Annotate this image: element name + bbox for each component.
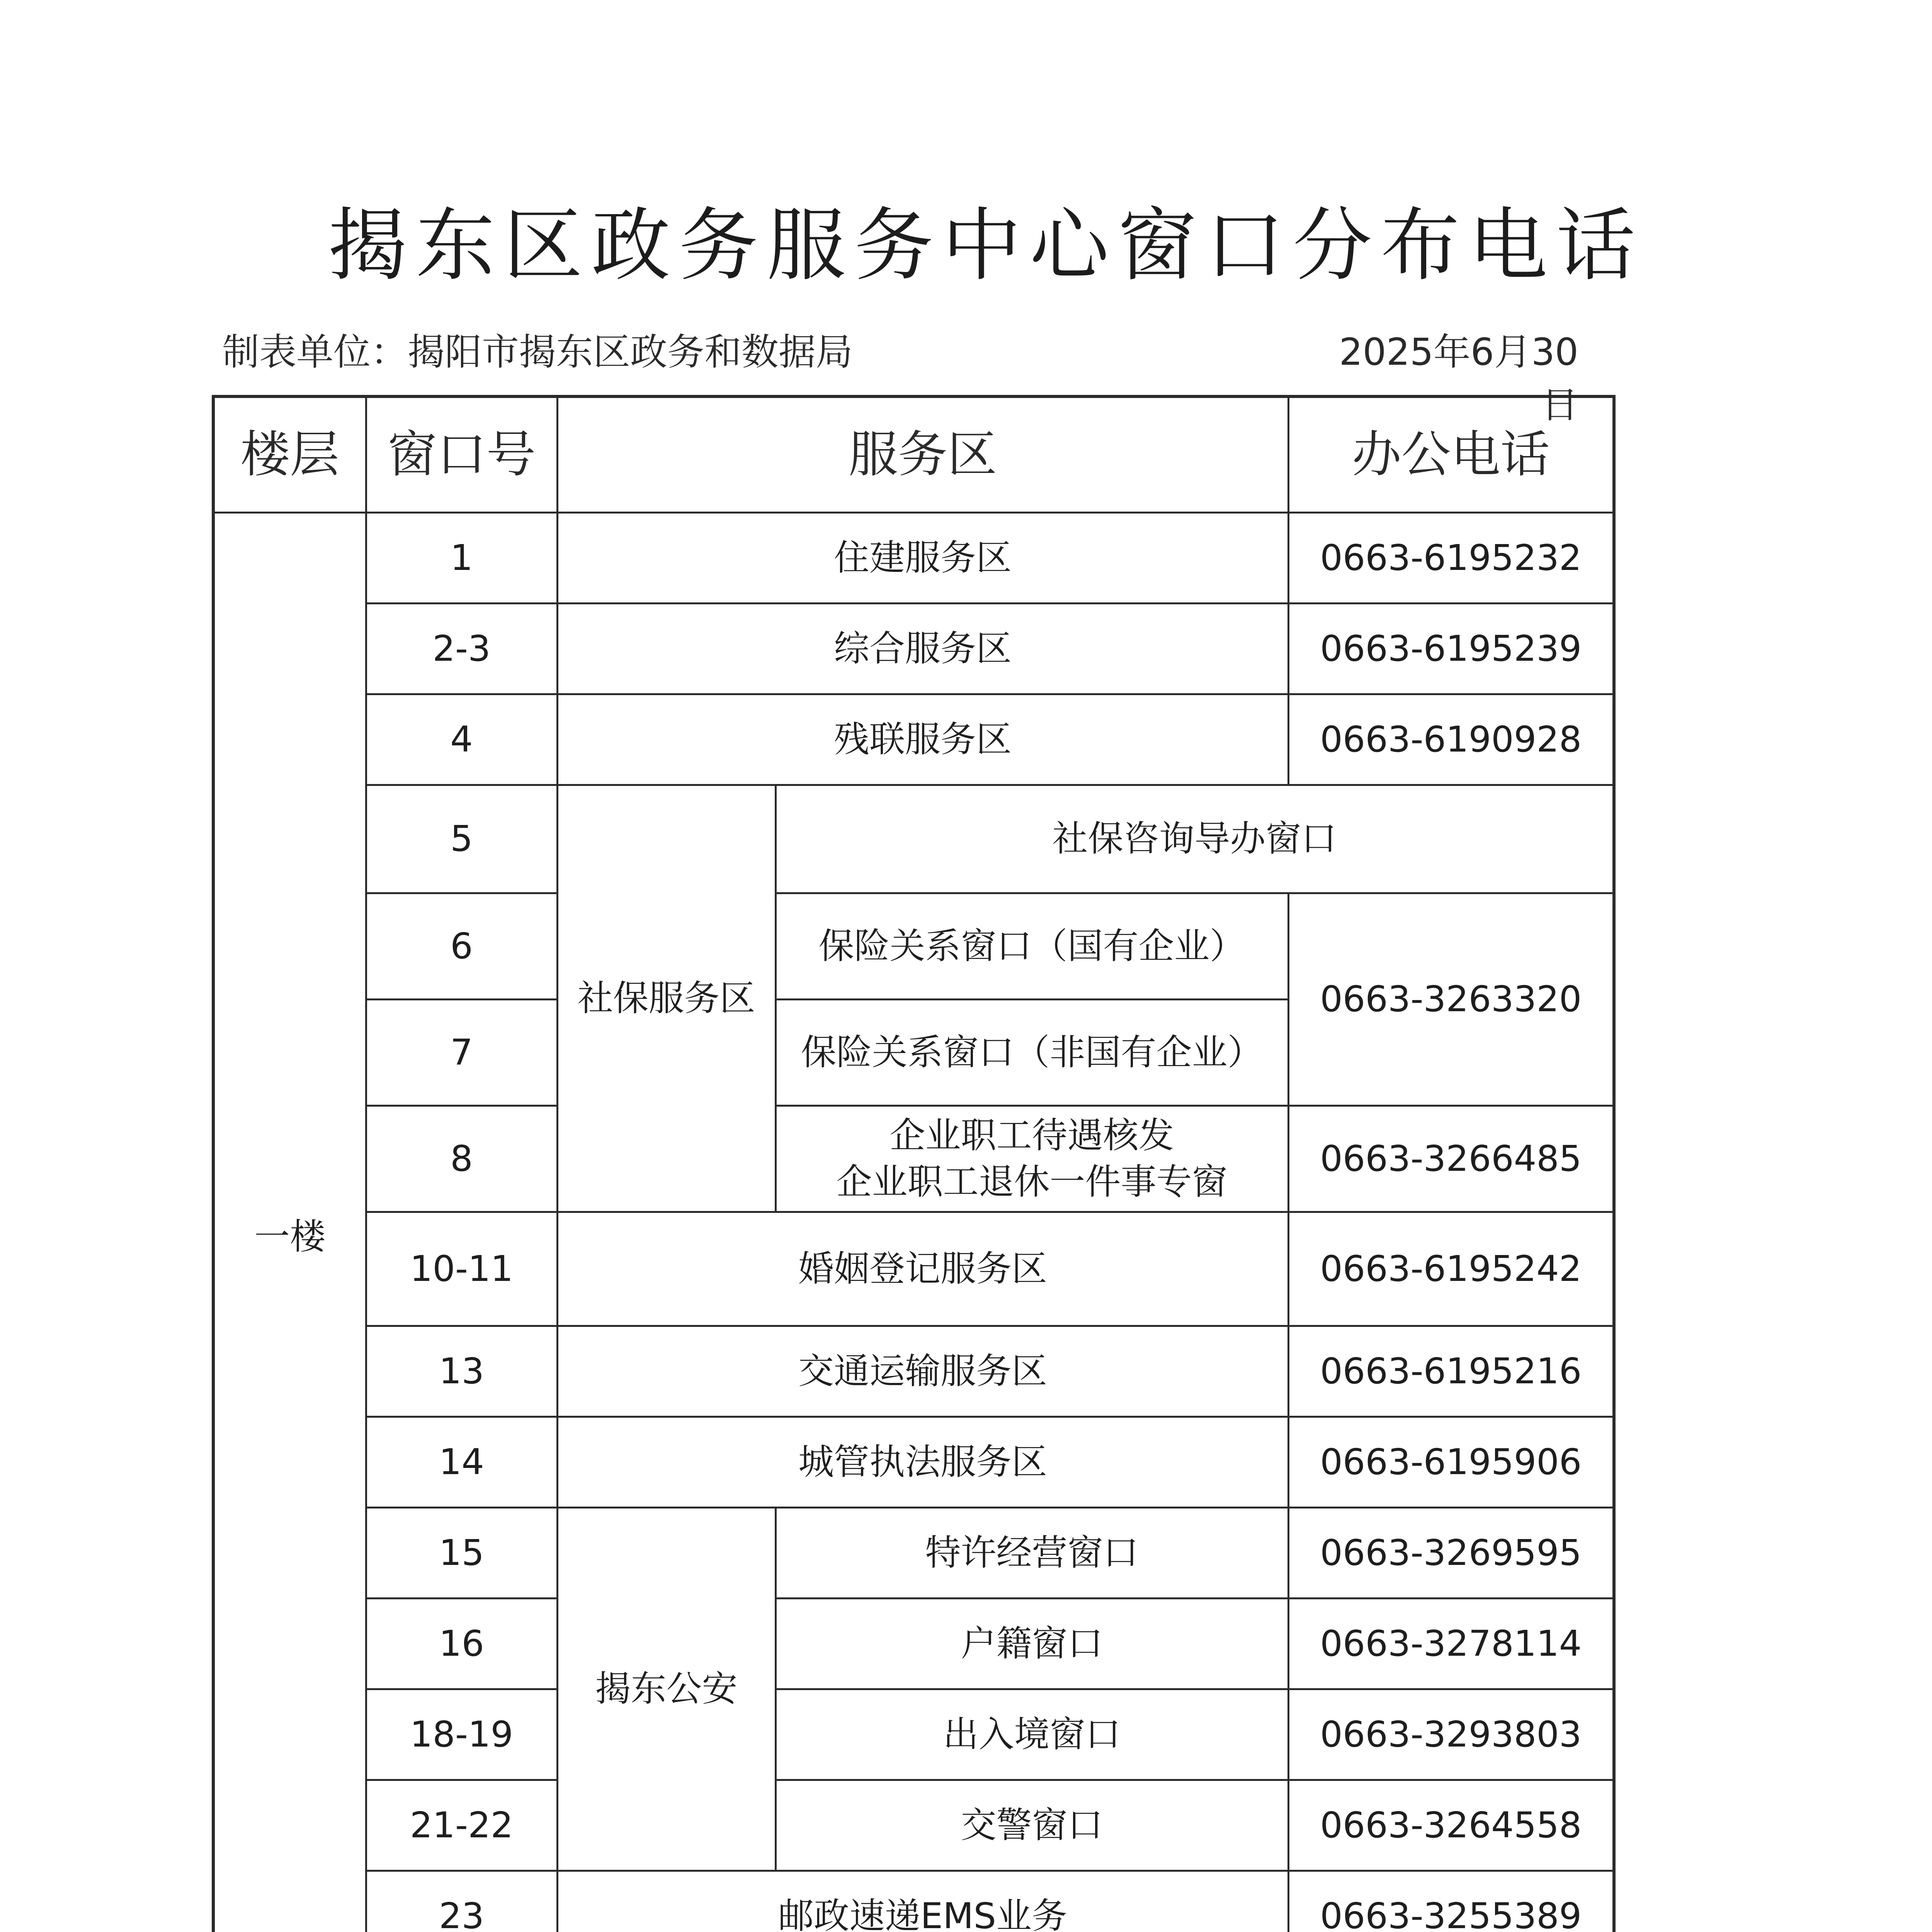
issue-date: 2025年6月30日 — [1339, 330, 1578, 427]
table-row — [213, 1417, 1614, 1507]
window-number: 1 — [366, 512, 557, 603]
service-zone: 邮政速递EMS业务 — [557, 1871, 1288, 1932]
service-sub-window: 出入境窗口 — [776, 1689, 1288, 1780]
header-window: 窗口号 — [366, 396, 557, 512]
table-row — [213, 1780, 1614, 1871]
window-number: 18-19 — [366, 1689, 557, 1780]
service-sub-window: 保险关系窗口（非国有企业） — [776, 999, 1288, 1105]
table-header-row — [213, 396, 1614, 512]
phone-number: 0663-6190928 — [1288, 694, 1614, 785]
table-row — [213, 603, 1614, 694]
header-zone: 服务区 — [557, 396, 1288, 512]
floor-1-label: 一楼 — [213, 512, 366, 1932]
table-row — [213, 1871, 1614, 1932]
service-zone-group-police: 揭东公安 — [557, 1507, 776, 1871]
table-row — [213, 694, 1614, 785]
phone-number: 0663-3264558 — [1288, 1780, 1614, 1871]
service-sub-window: 交警窗口 — [776, 1780, 1288, 1871]
service-zone: 残联服务区 — [557, 694, 1288, 785]
window-number: 21-22 — [366, 1780, 557, 1871]
phone-number: 0663-6195216 — [1288, 1326, 1614, 1417]
table-row — [213, 1689, 1614, 1780]
service-sub-window: 特许经营窗口 — [776, 1507, 1288, 1598]
table-row — [213, 1598, 1614, 1689]
window-number: 6 — [366, 893, 557, 999]
phone-number: 0663-6195239 — [1288, 603, 1614, 694]
service-sub-line: 企业职工退休一件事专窗 — [836, 1161, 1228, 1202]
window-number: 15 — [366, 1507, 557, 1598]
table-row — [213, 512, 1614, 603]
table-row — [213, 893, 1614, 999]
service-zone: 婚姻登记服务区 — [557, 1212, 1288, 1326]
window-number: 7 — [366, 999, 557, 1105]
service-sub-window: 社保咨询导办窗口 — [776, 785, 1614, 893]
service-zone: 综合服务区 — [557, 603, 1288, 694]
service-sub-window: 保险关系窗口（国有企业） — [776, 893, 1288, 999]
window-number: 10-11 — [366, 1212, 557, 1326]
phone-number: 0663-3263320 — [1288, 893, 1614, 1105]
header-phone: 办公电话 — [1288, 396, 1614, 512]
table-row — [213, 1507, 1614, 1598]
phone-number: 0663-3293803 — [1288, 1689, 1614, 1780]
window-number: 2-3 — [366, 603, 557, 694]
phone-number: 0663-3255389 — [1288, 1871, 1614, 1932]
service-sub-window: 户籍窗口 — [776, 1598, 1288, 1689]
service-zone: 交通运输服务区 — [557, 1326, 1288, 1417]
window-phone-table — [212, 395, 1616, 1932]
service-sub-window — [776, 1105, 1288, 1212]
table-row — [213, 785, 1614, 893]
header-floor: 楼层 — [213, 396, 366, 512]
phone-number: 0663-6195242 — [1288, 1212, 1614, 1326]
phone-number: 0663-3269595 — [1288, 1507, 1614, 1598]
window-number: 14 — [366, 1417, 557, 1507]
window-number: 5 — [366, 785, 557, 893]
phone-number: 0663-6195906 — [1288, 1417, 1614, 1507]
table-row — [213, 1212, 1614, 1326]
phone-number: 0663-6195232 — [1288, 512, 1614, 603]
window-number: 13 — [366, 1326, 557, 1417]
phone-number: 0663-3278114 — [1288, 1598, 1614, 1689]
table-row — [213, 1326, 1614, 1417]
window-number: 23 — [366, 1871, 557, 1932]
phone-number: 0663-3266485 — [1288, 1105, 1614, 1212]
window-number: 4 — [366, 694, 557, 785]
window-number: 8 — [366, 1105, 557, 1212]
service-sub-line: 企业职工待遇核发 — [889, 1114, 1174, 1156]
issuing-unit: 制表单位：揭阳市揭东区政务和数据局 — [222, 330, 853, 374]
page-title: 揭东区政务服务中心窗口分布电话 — [328, 200, 1644, 292]
table-row — [213, 1105, 1614, 1212]
window-number: 16 — [366, 1598, 557, 1689]
service-zone: 城管执法服务区 — [557, 1417, 1288, 1507]
service-zone-group-social-security: 社保服务区 — [557, 785, 776, 1212]
service-zone: 住建服务区 — [557, 512, 1288, 603]
